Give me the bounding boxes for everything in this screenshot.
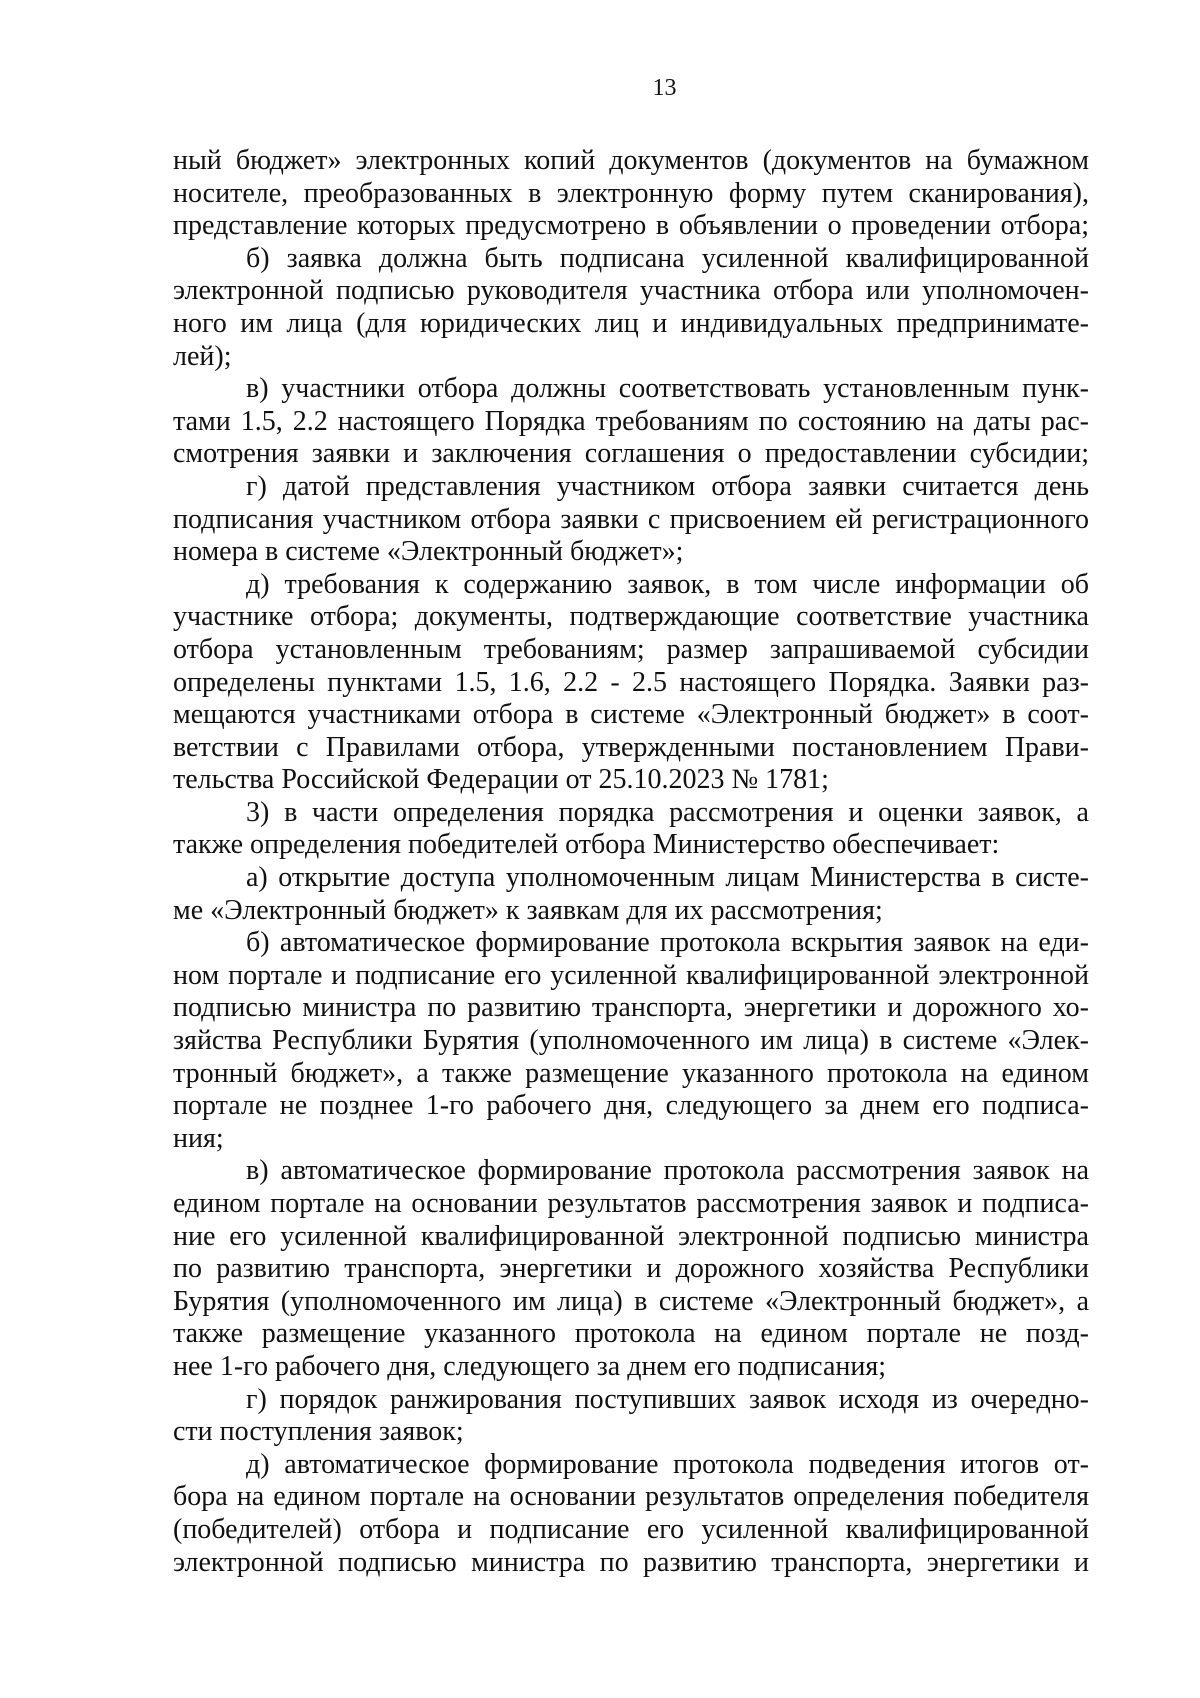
text-line: в) автоматическое формирование протокола рассмотрения заявок на [246,1155,1089,1187]
text-line: также определения победителей отбора Министерство обеспечивает: [173,829,1000,861]
text-line: электронной подписью руководителя участника отбора или уполномочен- [173,275,1089,307]
text-line: подписью министра по развитию транспорта, энергетики и дорожного хо- [173,992,1089,1024]
text-line: по развитию транспорта, энергетики и дорожного хозяйства Республики [173,1253,1089,1285]
text-line: д) требования к содержанию заявок, в том числе информации об [246,568,1089,600]
text-line: ном портале и подписание его усиленной квалифицированной электронной [173,959,1089,991]
text-line: 3) в части определения порядка рассмотрения и оценки заявок, а [246,796,1089,828]
text-line: бора на едином портале на основании результатов определения победителя [173,1481,1089,1513]
text-line: сти поступления заявок; [173,1416,464,1448]
page-number: 13 [652,75,677,101]
text-line: тронный бюджет», а также размещение указанного протокола на едином [173,1057,1089,1089]
text-line: б) автоматическое формирование протокола вскрытия заявок на еди- [246,927,1089,959]
text-line: Бурятия (уполномоченного им лица) в системе «Электронный бюджет», а [173,1285,1089,1317]
text-line: участнике отбора; документы, подтверждающие соответствие участника [173,601,1089,633]
text-line: едином портале на основании результатов рассмотрения заявок и подписа- [173,1188,1089,1219]
text-line: ветствии с Правилами отбора, утвержденными постановлением Прави- [173,731,1089,763]
text-line: мещаются участниками отбора в системе «Электронный бюджет» в соот- [173,699,1089,731]
text-line: ный бюджет» электронных копий документов (документов на бумажном [173,145,1089,176]
text-line: нее 1-го рабочего дня, следующего за днем его подписания; [173,1350,887,1382]
text-line: также размещение указанного протокола на едином портале не позд- [173,1318,1089,1350]
text-line: определены пунктами 1.5, 1.6, 2.2 - 2.5 настоящего Порядка. Заявки раз- [173,666,1089,698]
text-line: лей); [173,340,232,372]
text-line: б) заявка должна быть подписана усиленной квалифицированной [246,242,1089,274]
document-body [173,145,1089,1579]
text-line: тами 1.5, 2.2 настоящего Порядка требованиям по состоянию на даты рас- [173,405,1089,437]
text-line: ния; [173,1122,224,1154]
text-line: ние его усиленной квалифицированной электронной подписью министра [173,1220,1089,1252]
text-line: ме «Электронный бюджет» к заявкам для их рассмотрения; [173,894,883,926]
text-line: в) участники отбора должны соответствовать установленным пунк- [246,373,1089,405]
text-line: номера в системе «Электронный бюджет»; [173,536,684,568]
text-line: носителе, преобразованных в электронную форму путем сканирования), [173,177,1089,209]
text-line: представление которых предусмотрено в объявлении о проведении отбора; [173,210,1089,242]
text-line: электронной подписью министра по развитию транспорта, энергетики и [173,1546,1089,1578]
text-line: (победителей) отбора и подписание его усиленной квалифицированной [173,1513,1089,1545]
text-line: портале не позднее 1-го рабочего дня, следующего за днем его подписа- [173,1090,1089,1122]
text-line: смотрения заявки и заключения соглашения о предоставлении субсидии; [173,438,1089,470]
text-line: подписания участником отбора заявки с присвоением ей регистрационного [173,503,1089,535]
text-line: отбора установленным требованиям; размер запрашиваемой субсидии [173,633,1089,665]
text-line: г) датой представления участником отбора заявки считается день [246,470,1089,502]
text-line: д) автоматическое формирование протокола подведения итогов от- [246,1448,1089,1480]
text-line: а) открытие доступа уполномоченным лицам Министерства в систе- [246,862,1089,894]
text-line: г) порядок ранжирования поступивших заявок исходя из очередно- [246,1383,1089,1415]
text-line: ного им лица (для юридических лиц и индивидуальных предпринимате- [173,307,1089,339]
text-line: зяйства Республики Бурятия (уполномоченного им лица) в системе «Элек- [173,1025,1089,1057]
text-line: тельства Российской Федерации от 25.10.2023 № 1781; [173,764,829,796]
